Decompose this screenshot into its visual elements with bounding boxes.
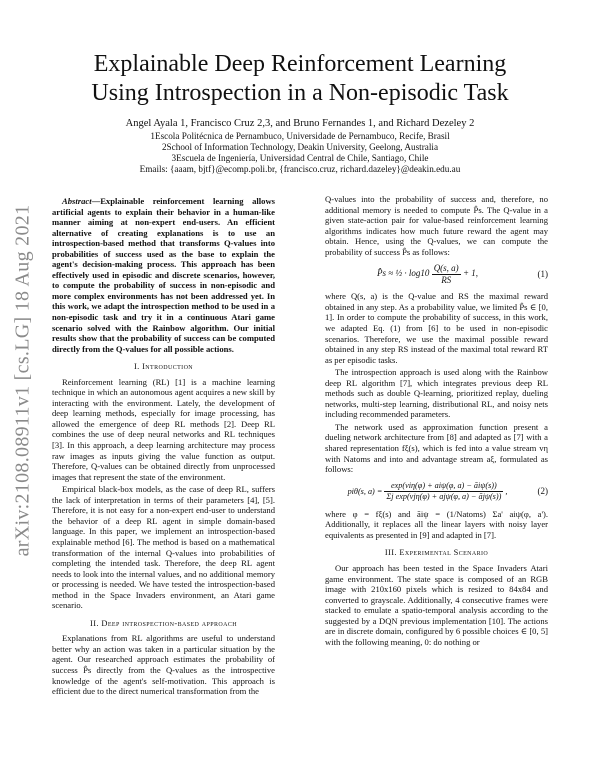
abstract-text: —Explainable reinforcement learning allows artificial agents to explain their behavior in a human-like manner aiming at non-expert end-users. An efficient alternative of creating explanations is to use an introspection-based method that transforms Q-values into probabilities of success used as the base to explain the agent's decision-making process. This approach has been effectively used in episodic and discrete scenarios, however, to compute the probability of success in non-episodic and more complex environments has not been addressed yet. In this work, we adapt the introspection method to be used in a non-episodic task and try it in a continuous Atari game scenario solved with the Rainbow algorithm. Our initial results show that the probability of success can be computed directly from the Q-values for all possible actions. [52,196,275,354]
approach-paragraph-1: Explanations from RL algorithms are useful to understand better why an action was taken in a particular situation by the agent. Our researched approach estimates the probability of success P̂s directly from the Q-values as the introspective knowledge of the agent's self-motivation. This approach is efficient due to the direct numerical transformation from the [52,633,275,697]
left-column [52,196,275,699]
author-list: Angel Ayala 1, Francisco Cruz 2,3, and Bruno Fernandes 1, and Richard Dezeley 2 [125,118,475,129]
approach-paragraph-5: The network used as approximation function present a dueling network architecture from [8] and adapted as [7] with a shared representation fξ(s), which is fed into a value stream vη with Natoms and into and advantage stream aξ, formulated as follows: [325,421,548,475]
author-emails: Emails: {aaam, bjtf}@ecomp.poli.br, {francisco.cruz, richard.dazeley}@deakin.edu.au [139,164,461,174]
title-line-2: Using Introspection in a Non-episodic Task [91,80,509,106]
title-line-1: Explainable Deep Reinforcement Learning [93,51,507,77]
eq2-right: , [505,486,508,496]
approach-paragraph-4: The introspection approach is used along with the Rainbow deep RL algorithm [7], which integrates previous deep RL methods such as double Q-learning, prioritized replay, dueling networks, multi-step learning, distributional RL, and noisy nets including recommended parameters. [325,367,548,420]
section-3-heading: III. Experimental Scenario [384,548,489,558]
right-column [325,194,548,649]
affiliation-1: 1Escola Politécnica de Pernambuco, Universidade de Pernambuco, Recife, Brasil [150,131,450,141]
arxiv-sideline [8,150,38,610]
affiliation-2: 2School of Information Technology, Deakin University, Geelong, Australia [161,142,439,152]
eq1-denominator: RS [441,274,452,285]
eq2-numerator: exp(viη(φ) + aiψ(φ, a) − āiψ(s)) [384,481,503,493]
scenario-paragraph-1: Our approach has been tested in the Space Invaders Atari game environment. The state space is composed of an RGB image with 210x160 pixels which is resized to 84x84 and converted to grayscale. Additionally, 4 consecutive frames were stacked to emulate a spatio-temporal analysis according to the suggested by a DQN previous implementation [10]. The actions are in discrete domain, configured by 6 possible choices ∈ [0, 5] with the following meaning, 0: do nothing or [325,562,548,647]
equation-1-number: (1) [537,269,548,280]
approach-paragraph-2: Q-values into the probability of success and, therefore, no additional memory is needed to compute P̂s. The Q-value in a given state-action pair for value-based reinforcement learning algorithms indicates how much future reward the agent may obtain. Hence, using the Q-values, we can compute the probability of success P̂s as follows: [325,194,548,257]
affiliations [40,131,560,175]
intro-paragraph-2: Empirical black-box models, as the case of deep RL, suffers the lack of interpretation in terms of their parameters [4], [5]. Therefore, it is not easy for a non-expert end-user to understand the behavior of a deep RL agent in simple domain-based language. In this paper, we implement an introspection-based explainable method [6]. The method is based on a mathematical transformation of the internal Q-values into probabilities of completing the intended task. Therefore, the deep RL agent needs to look into the internal values, and no additional memory or processing is needed. We have tested the introspection-based method in the Space Invaders environment, an Atari game scenario. [52,484,275,611]
approach-paragraph-3: where Q(s, a) is the Q-value and RS the maximal reward obtained in any step. As a probability value, we limited P̂s ∈ [0, 1]. In order to compute the probability of success, in this work, we adapted Eq. (1) from [6] to be used in non-episodic scenarios. Therefore, we use the maximal possible reward obtained in any step RS instead of the maximal total reward RT as per episodic tasks. [325,291,548,365]
equation-1-body [325,263,530,285]
eq2-denominator: Σj exp(vjη(φ) + ajψ(φ, a) − ājψ(s)) [386,492,502,502]
equation-1 [325,263,548,285]
equation-2-body [325,481,530,503]
paper-title [40,50,560,108]
section-1-heading: I. Introduction [133,362,194,372]
eq1-numerator: Q(s, a) [433,263,459,274]
eq2-fraction [384,481,503,503]
abstract-lead: Abstract [62,196,92,206]
affiliation-3: 3Escuela de Ingeniería, Universidad Central de Chile, Santiago, Chile [171,153,429,163]
equation-2 [325,481,548,503]
equation-2-number: (2) [537,486,548,497]
eq1-fraction [432,263,461,285]
approach-paragraph-6: where φ = fξ(s) and āiψ = (1/Natoms) Σa' aiψ(φ, a'). Additionally, it replaces all the linear layers with noisy layer equivalents as presented in [9] and adapted in [7]. [325,508,548,540]
intro-paragraph-1: Reinforcement learning (RL) [1] is a machine learning technique in which an autonomous agent acquires a new skill by interacting with the environment. Lately, the development of deep learning methods, especially for image processing, has allowed the emergence of deep RL methods [2]. Deep RL combines the use of deep neural networks and RL techniques [3]. In this approach, a deep learning architecture may process raw images as inputs giving the value function as output. Therefore, Q-values can be obtained directly from unprocessed images that represent the state of the environment. [52,376,275,482]
abstract [52,196,275,354]
section-2-heading: II. Deep introspection-based approach [90,618,237,628]
arxiv-identifier: arXiv:2108.08911v1 [cs.LG] 18 Aug 2021 [11,204,34,556]
eq1-left: P̂s ≈ ½ · log10 [376,268,430,279]
eq1-right: + 1, [462,268,479,279]
eq2-left: piθ(s, a) = [347,486,383,496]
